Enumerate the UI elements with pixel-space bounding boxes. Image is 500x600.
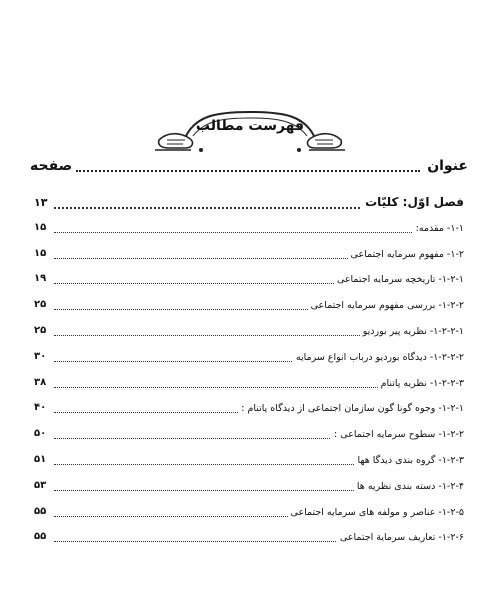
header-title-label: عنوان	[427, 158, 468, 174]
toc-row[interactable]	[34, 269, 464, 295]
toc-row[interactable]	[34, 321, 464, 347]
toc-row[interactable]	[34, 373, 464, 399]
toc-entry-page: ۴۰	[34, 402, 47, 414]
toc-row[interactable]	[34, 398, 464, 424]
toc-chapter-row[interactable]	[34, 192, 464, 218]
toc-row[interactable]	[34, 424, 464, 450]
toc-entry-title: ۱-۱- مقدمه:	[413, 223, 464, 234]
toc-entry-title: ۱-۲-۶- تعاریف سرمایة اجتماعی	[337, 532, 464, 543]
toc-entry-page: ۵۰	[34, 428, 47, 440]
toc-entry-title: ۱-۲-۲- سطوح سرمایه اجتماعی :	[331, 429, 464, 440]
toc-row[interactable]	[34, 218, 464, 244]
toc-entry-page: ۵۱	[34, 453, 47, 465]
toc-entry-title: ۱-۲-۳- گروه بندی دیدگا هها	[354, 455, 464, 466]
toc-entry-title: ۱-۲-۲-۳- نظریه پاتنام	[378, 378, 464, 389]
toc-entry-title: ۱-۲- مفهوم سرمایه اجتماعی	[348, 249, 464, 260]
toc-entry-page: ۵۵	[34, 505, 47, 517]
toc-entry-page: ۳۸	[34, 376, 47, 388]
toc-row[interactable]	[34, 244, 464, 270]
toc-entry-title: ۱-۲-۲- بررسی مفهوم سرمایه اجتماعی	[308, 300, 464, 311]
toc-entry-page: ۲۵	[34, 324, 47, 336]
toc-entry-page: ۲۵	[34, 299, 47, 311]
title-banner	[155, 110, 345, 156]
header-page-label: صفحه	[30, 158, 73, 174]
toc-entry-page: ۱۵	[34, 247, 47, 259]
dot-leader	[54, 232, 464, 233]
header-dot-leader	[76, 170, 420, 172]
toc-entry-title: ۱-۲-۲-۲- دیدگاه بوردیو درباب انواع سرمایه	[293, 352, 464, 363]
toc-row[interactable]	[34, 502, 464, 528]
toc-row[interactable]	[34, 527, 464, 553]
toc-entry-title: ۱-۲-۱- وجوه گونا گون سازمان اجتماعی از دیدگاه پاتنام :	[238, 403, 464, 414]
toc-entry-title: ۱-۲-۴- دسته بندی نظریه ها	[354, 481, 464, 492]
toc-entry-title: ۱-۲-۲-۱- نظریه پیر بوردیو	[360, 326, 464, 337]
toc-header	[30, 158, 468, 180]
toc-entry-page: ۱۳	[34, 196, 48, 209]
toc-entry-title: ۱-۲-۱- تاریخچه سرمایه اجتماعی	[334, 274, 464, 285]
toc-entry-page: ۱۹	[34, 273, 47, 285]
toc-entry-page: ۳۰	[34, 350, 47, 362]
toc-list	[34, 192, 464, 553]
toc-entry-title: فصل اوّل: کلیّات	[362, 195, 464, 209]
toc-row[interactable]	[34, 450, 464, 476]
toc-row[interactable]	[34, 347, 464, 373]
toc-entry-title: ۱-۲-۵- عناصر و مولفه های سرمایه اجتماعی	[288, 507, 464, 518]
toc-row[interactable]	[34, 295, 464, 321]
toc-entry-page: ۵۳	[34, 479, 47, 491]
toc-row[interactable]	[34, 476, 464, 502]
toc-entry-page: ۵۵	[34, 531, 47, 543]
toc-entry-page: ۱۵	[34, 221, 47, 233]
toc-title: فهرست مطالب	[195, 118, 305, 134]
